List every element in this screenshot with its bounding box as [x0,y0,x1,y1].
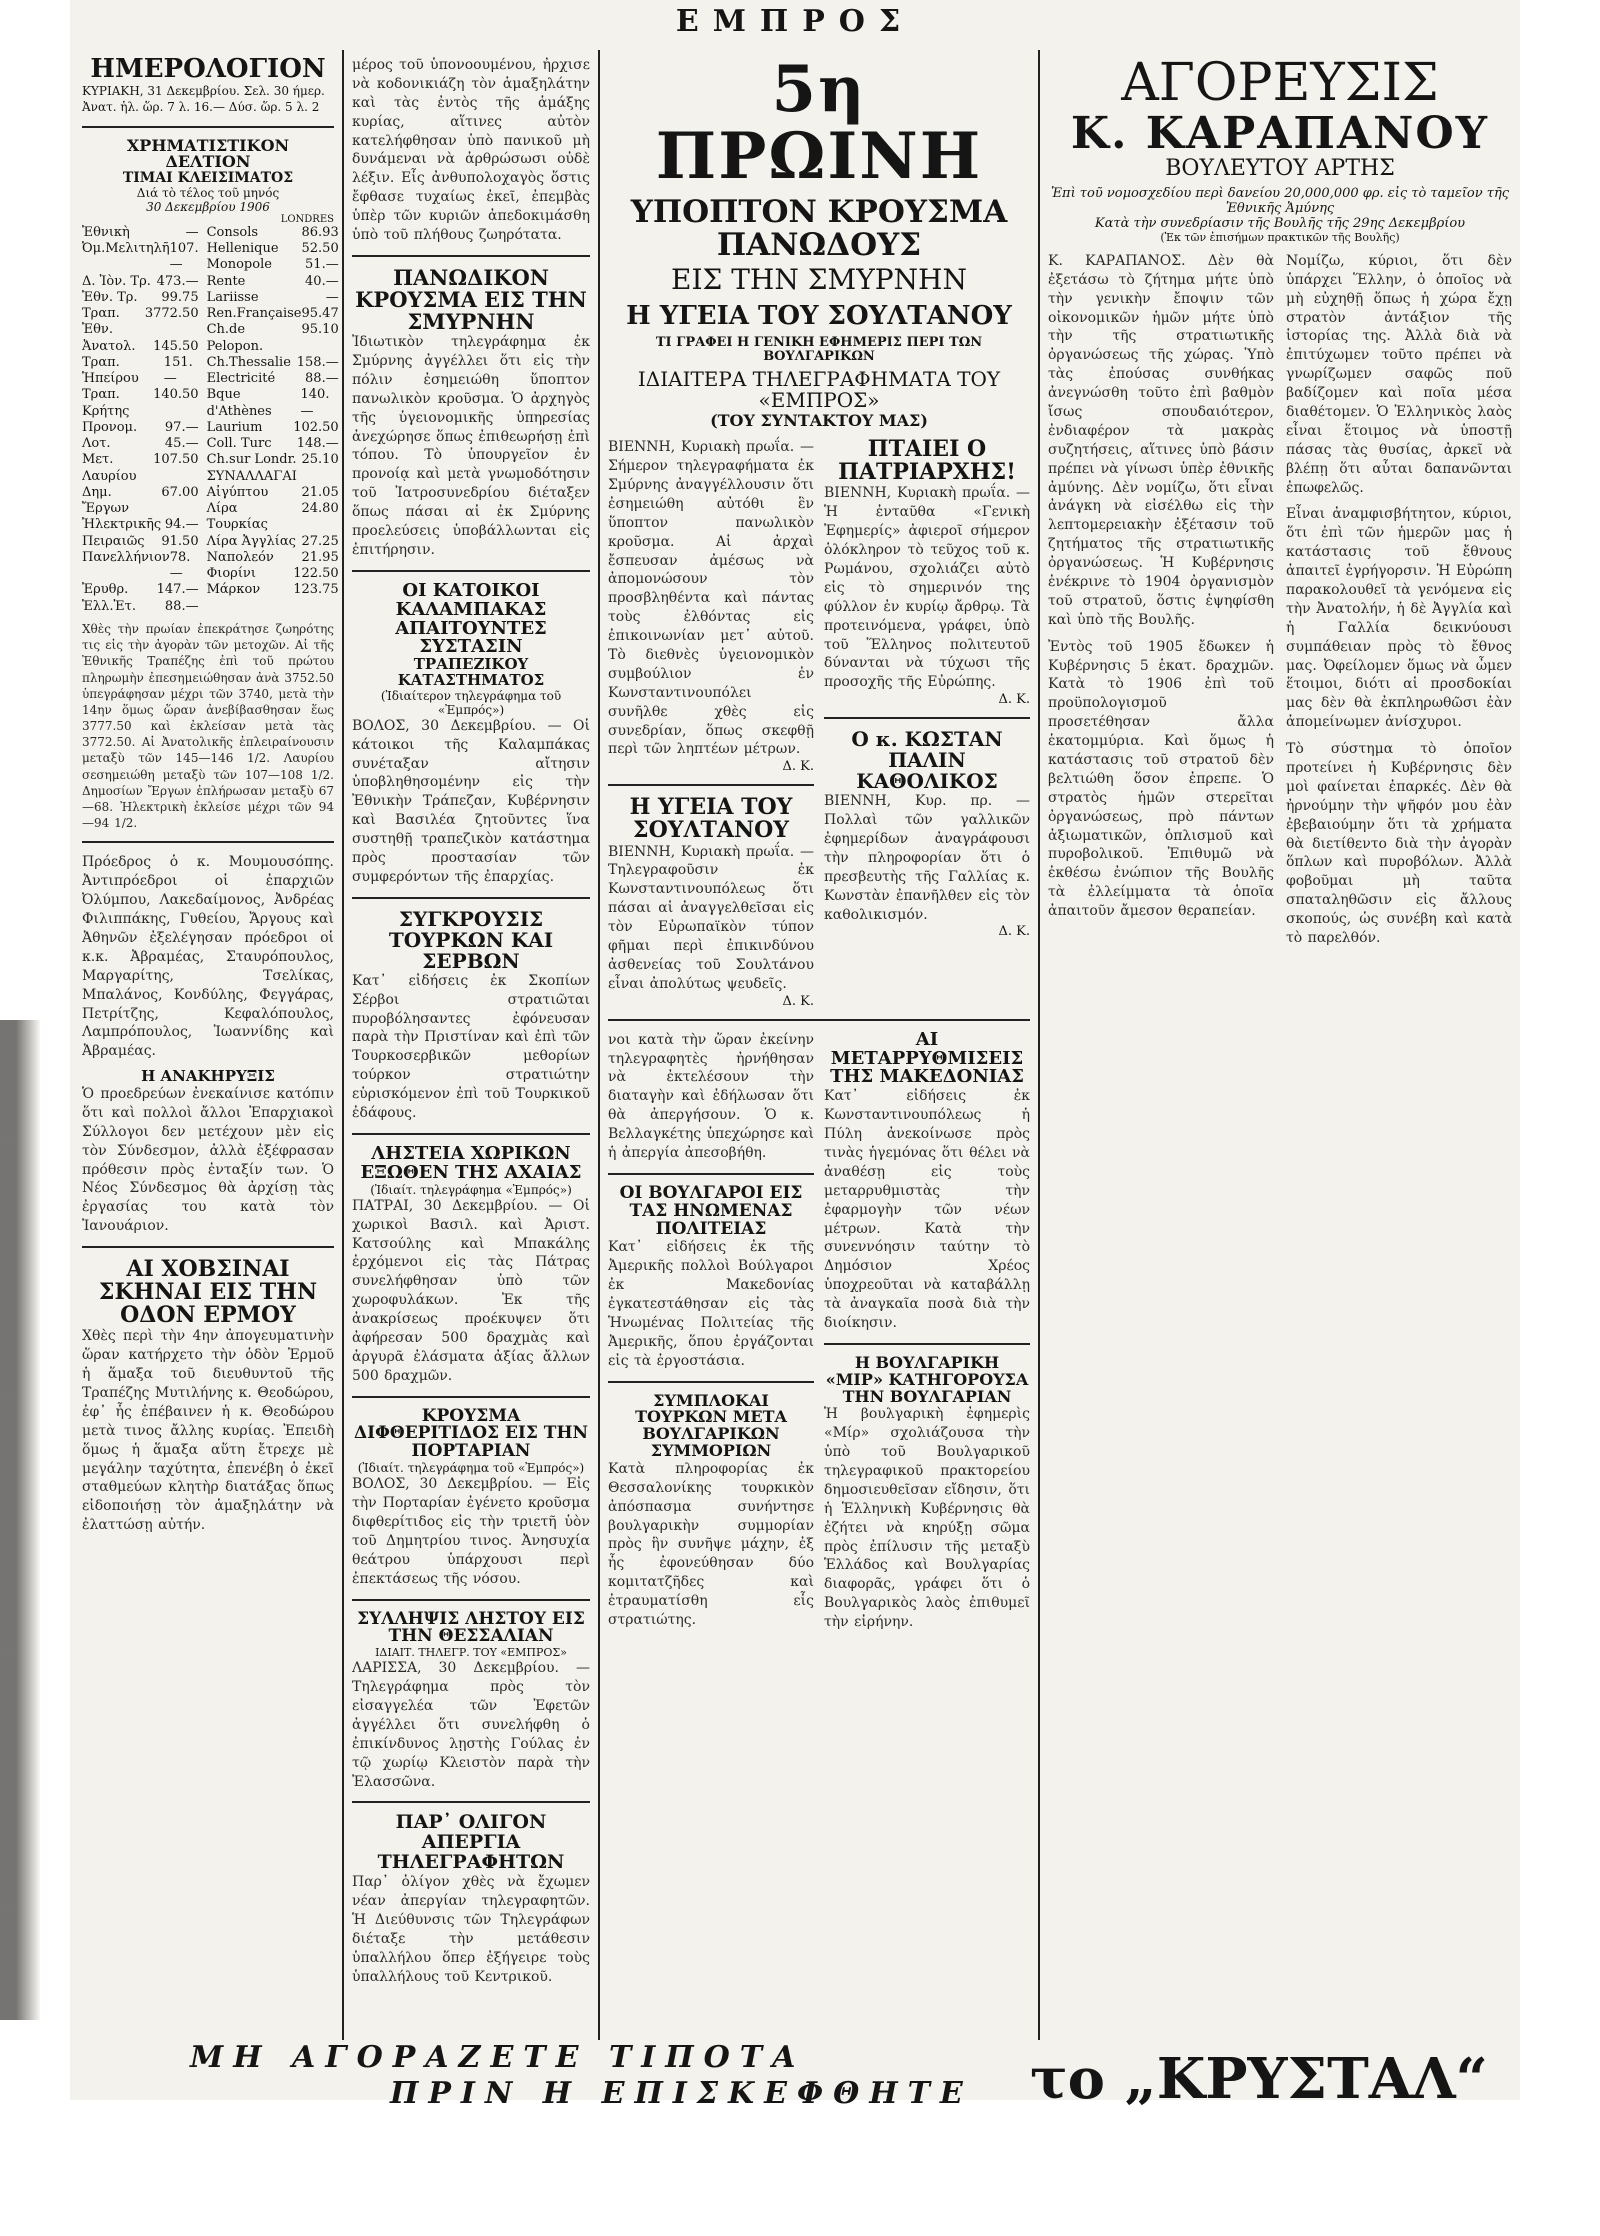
price-row [82,290,199,306]
speech-part-4: Εἶναι ἀναμφισβήτητον, κύριοι, ὅτι ἐπὶ τῶν ἡμερῶν μας ἡ κατάστασις τοῦ ἔθνους ἀπαιτεῖ ἐγρήγορσιν. Ἡ Εὐρώπη παρακολουθεῖ τὰ γενόμενα εἰς τὴν Ἀνατολήν, ἡ δὲ Ἀγγλία καὶ ἡ Γαλλία δεικνύουσι συμπάθειαν πρὸς τὸ ἔθνος μας. Ὀφείλομεν ὅμως νὰ ὦμεν ἕτοιμοι, διότι αἱ προσδοκίαι μας δὲν θὰ ἐκπληρωθῶσι ἐὰν ἀπομείνωμεν ἀνίσχυροι. [1286,506,1512,731]
price-value: — [325,289,339,305]
diphtheria-source: (Ἰδιαίτ. τηλεγράφημα τοῦ «Ἐμπρός») [357,1461,585,1476]
smyrna-headline: ΕΙΣ ΤΗΝ ΣΜΥΡΝΗΝ [671,263,967,297]
price-row [207,582,339,598]
price-row [82,306,199,339]
special-telegrams-headline: ΙΔΙΑΙΤΕΡΑ ΤΗΛΕΓΡΑΦΗΜΑΤΑ ΤΟΥ «ΕΜΠΡΟΣ» [637,367,1001,413]
price-label: Πανελλήνιον [82,549,170,565]
speech-part-1: Κ. ΚΑΡΑΠΑΝΟΣ. Δὲν θὰ ἐξετάσω τὸ ζήτημα μήτε ὑπὸ τὴν γενικὴν ἔποψιν τῶν οἰκονομικῶν ἡμῶν μήτε ὑπὸ τὴν τῆς στρατιωτικῆς ὀργανώσεως τῆς χώρας. Ὑπὸ τὰς ἐπούσας συνθήκας ἀνεγνώσθη τοῦτο ἐπὶ βαθμὸν ἴσως σπουδαιότερον, ἐνδιαφέρον τὰ μακρὰς συζητήσεις, αἵτινες ὑπὸ βάσιν πρέπει νὰ γίνωσι ὑπὲρ ἐθνικῆς ἀμύνης. Δὲν νομίζω, ὅτι εἶναι ἀνάγκη νὰ εἰσέλθω εἰς τὴν λεπτομερειακὴν ἐξέτασιν τοῦ ζητήματος τῆς στρατιωτικῆς ὀργανώσεως. Ἡ Κυβέρνησις ἐνέκρινε τὸ 1904 ὀργανισμὸν τοῦ στρατοῦ, ὅστις ἐψηφίσθη καὶ ὑπὸ τῆς Βουλῆς. [1048,252,1274,628]
calendar-title: ΗΜΕΡΟΛΟΓΙΟΝ [90,54,326,84]
price-row [207,550,339,566]
price-row [82,452,199,485]
ad-line-1: ΜΗ ΑΓΟΡΑΖΕΤΕ ΤΙΠΟΤΑ [190,2040,806,2075]
price-row [207,257,339,273]
ad-line-2: ΠΡΙΝ Η ΕΠΙΣΚΕΦΘΗΤΕ [390,2076,973,2111]
price-row [82,387,199,420]
patriarch-body: ΒΙΕΝΝΗ, Κυριακὴ πρωΐα. — Ἡ ἐνταῦθα «Γενικὴ Ἐφημερίς» ἀφιεροῖ σήμερον ὁλόκληρον τὸ τεῦχος τοῦ κ. Ρωμάνου, σχολιάζει αὐτὸ εἰς τὸ σημερινόν της φύλλον ἐν κυρίῳ ἄρθρῳ. Τὰ προτεινόμενα, γράφει, ὑπὸ τοῦ Ἕλληνος πολιτευτοῦ δύνανται νὰ τύχωσι τῆς προσοχῆς τῆς Εὐρώπης. [824,485,1030,691]
newspaper-page [70,0,1520,2100]
ad-brand: το „ΚΡΥΣΤΑΛ“ [1030,2046,1488,2112]
signature: Δ. Κ. [782,759,814,775]
price-value: 21.95 [301,549,339,565]
price-label: Laurium [206,419,263,435]
price-row [82,599,199,615]
proclamation-body: Ὁ προεδρεύων ἐνεκαίνισε κατόπιν ὅτι καὶ πολλοὶ ἄλλοι Ἐπαρχιακοὶ Σύλλογοι δεν μετέχουν μὲν εἰς τὸν Σύνδεσμον, ἀλλὰ ἐξέφρασαν πρόθεσιν πρὸς ἐνταξίν των. Ὁ Νέος Σύνδεσμος θὰ ἀρχίσῃ τὰς ἐργασίας του κατὰ τὸν Ἰανουάριον. [82,1085,334,1235]
column-1 [82,54,339,2046]
column-3-right [824,438,1030,1008]
price-label: Coll. Turc [206,436,272,452]
price-label: Λίρα Ἀγγλίας [206,533,296,549]
price-row [207,290,339,306]
scenes-heading: ΑΙ ΧΟΒΣΙΝΑΙ ΣΚΗΝΑΙ ΕΙΣ ΤΗΝ ΟΔΟΝ ΕΡΜΟΥ [98,1256,318,1329]
price-value: 27.25 [301,533,339,549]
sultan-health-headline: Η ΥΓΕΙΑ ΤΟΥ ΣΟΥΛΤΑΝΟΥ [626,300,1012,331]
price-label: ΣΥΝΑΛΛΑΓΑΙ [206,468,297,484]
price-value: — [185,224,199,240]
price-value: 95.47 [301,306,339,322]
price-value: 24.80 [301,501,339,517]
price-label: Μάρκον [206,582,261,598]
robbery-body: ΠΑΤΡΑΙ, 30 Δεκεμβρίου. — Οἱ χωρικοὶ Βασιλ. καὶ Ἀριστ. Κατσούλης καὶ Μπακάλης ἐρχόμενοι εἰς τὰς Πάτρας συνελήφθησαν ὑπὸ τῶν χωροφυλάκων. Ἐκ τῆς ἀνακρίσεως προέκυψεν ὅτι ἀφήρεσαν 500 δραχμὰς καὶ ἀργυρᾶ ἐλάσματα ἀξίας ἄλλων 500 δραχμῶν. [352,1197,590,1384]
price-value: 78.— [169,549,191,582]
price-row [207,387,339,420]
finance-note: Διά τὸ τέλος τοῦ μηνός [136,185,280,200]
constans-heading: Ο κ. ΚΩΣΤΑΝ ΠΑΛΙΝ ΚΑΘΟΛΙΚΟΣ [851,727,1003,794]
price-value: 94.— [164,517,199,533]
price-label: Δημ. Ἔργων [82,484,130,517]
price-label: Bque d'Athènes [206,387,272,419]
kalambaka-heading: ΟΙ ΚΑΤΟΙΚΟΙ ΚΑΛΑΜΠΑΚΑΣ ΑΠΑΙΤΟΥΝΤΕΣ ΣΥΣΤΑΣΙΝ [395,579,547,658]
speech-part-5: Τὸ σύστημα τὸ ὁποῖον προτείνει ἡ Κυβέρνησις δὲν μοὶ φαίνεται ἐπαρκές. Δὲν θὰ ἠρνούμην τὴν ψῆφόν μου ἐὰν ἐβεβαιούμην ὅτι τὰ χρήματα θὰ διετίθεντο διὰ τὴν ἀγορὰν ὅπλων καὶ πυροβόλων. Ἀλλὰ φοβοῦμαι μὴ ταῦτα σπαταληθῶσιν εἰς ἄλλους σκοπούς, ὡς συνέβη καὶ κατὰ τὸ παρελθόν. [1286,741,1512,947]
advertisement [70,2040,1520,2110]
price-value: 151.— [163,354,193,387]
price-value: 123.75 [293,582,339,598]
price-label: Αἰγύπτου [206,484,269,500]
names-list: Πρόεδρος ὁ κ. Μουμουσόπης. Ἀντιπρόεδροι οἱ ἐπαρχιῶν Ὀλύμπου, Λακεδαίμονος, Ἀνδρέας Φιλιππάκης, Γυθείου, Ἄργους καὶ Ἀθηνῶν ἐξελέγησαν πρόεδροι οἱ κ.κ. Ἀβραμέας, Σταυρόπουλος, Μαργαρίτης, Τσελίκας, Μπαλάνος, Κονδύλης, Φεγγάρας, Πετρίτζης, Κεφαλόπουλος, Λαμπρόπουλος, Ἰωαννίδης καὶ Ἀβραμέας. [82,854,334,1060]
strike-body: Παρ᾽ ὀλίγον χθὲς νὰ ἔχωμεν νέαν ἀπεργίαν τηλεγραφητῶν. Ἡ Διεύθυνσις τῶν Τηλεγράφων διέταξε τὴν μετάθεσιν ὑπαλλήλου ὅπερ ἐξήγειρε τοὺς ὑπαλλήλους τοῦ Κεντρικοῦ. [352,1874,590,1985]
arrest-heading: ΣΥΛΛΗΨΙΣ ΛΗΣΤΟΥ ΕΙΣ ΤΗΝ ΘΕΣΣΑΛΙΑΝ [357,1608,585,1647]
column-3-lower-left [608,1031,814,1632]
price-label: Monopole [206,257,272,273]
price-label: Ren.Française [206,306,302,322]
kalambaka-body: ΒΟΛΟΣ, 30 Δεκεμβρίου. — Οἱ κάτοικοι τῆς Καλαμπάκας συνέταξαν αἴτησιν ὑποβληθησομένην εἰς τὴν Ἐθνικὴν Τράπεζαν, Κυβέρνησιν καὶ Βασιλέα ζητοῦντες ἵνα συστηθῇ τραπεζικὸν κατάστημα πρὸς προστασίαν τῶν συμφερόντων τῆς ἐπαρχίας. [352,717,590,885]
price-label: Lariisse [206,289,259,305]
session-note: Κατὰ τὴν συνεδρίασιν τῆς Βουλῆς τῆς 29ης Δεκεμβρίου [1094,215,1466,231]
vienna-smyrna-body: ΒΙΕΝΝΗ, Κυριακὴ πρωΐα. — Σήμερον τηλεγραφήματα ἐκ Σμύρνης ἀναγγέλλουσιν ὅτι ἐσημειώθη αὐτόθι ἓν ὕποπτον πανωλικὸν κροῦσμα. Αἱ ἀρχαὶ ἔσπευσαν ἀμέσως νὰ ἀπομονώσουν τὸν προσβληθέντα καὶ πάντας τοὺς ἐλθόντας εἰς ἐπικοινωνίαν μετ᾽ αὐτοῦ. Τὸ διεθνὲς ὑγειονομικὸν συμβούλιον ἐν Κωνσταντινουπόλει συνῆλθε χθὲς εἰς συνεδρίαν, ὅπως σκεφθῇ περὶ τῶν ληπτέων μέτρων. [608,439,814,758]
bulgarians-heading: ΟΙ ΒΟΥΛΓΑΡΟΙ ΕΙΣ ΤΑΣ ΗΝΩΜΕΝΑΣ ΠΟΛΙΤΕΙΑΣ [619,1182,803,1239]
robbery-source: (Ἰδιαίτ. τηλεγράφημα «Ἐμπρός») [370,1182,572,1197]
clashes-body: Κατὰ πληροφορίας ἐκ Θεσσαλονίκης τουρκικὸν ἀπόσπασμα συνήντησε βουλγαρικὴν συμμορίαν πρὸς ἣν συνῆψε μάχην, ἐξ ἧς ἐφονεύθησαν δύο κομιτατζῆδες καὶ ἐτραυματίσθη εἷς στρατιώτης. [608,1460,814,1628]
calendar-sun: Ἀνατ. ἡλ. ὥρ. 7 λ. 16.— Δύσ. ὥρ. 5 λ. 2 [82,100,320,115]
suspect-case-headline: ΥΠΟΠΤΟΝ ΚΡΟΥΣΜΑ ΠΑΝΩΔΟΥΣ [630,194,1008,263]
price-label: Δ. Ἰὸν. Τρ. [82,273,151,289]
price-label: Τραπ. Ἠπείρου [82,354,139,387]
price-value: 40.— [305,273,339,289]
bill-subject: Ἐπὶ τοῦ νομοσχεδίου περὶ δανείου 20,000,000 φρ. εἰς τὸ ταμεῖον τῆς Ἐθνικῆς Ἀμύνης [1050,185,1510,216]
price-value: 21.05 [301,484,339,500]
price-row [207,306,339,322]
price-row [207,355,339,371]
price-row [207,274,339,290]
price-label: Ἀνατολ. [82,338,136,354]
column-4 [1048,53,1512,2046]
price-value: 145.50 [153,338,199,354]
price-row [82,241,199,274]
price-value: 91.50 [161,533,199,549]
price-label: Ch.de Pelopon. [206,322,264,354]
plague-heading: ΠΑΝΩΔΙΚΟΝ ΚΡΟΥΣΜΑ ΕΙΣ ΤΗΝ ΣΜΥΡΝΗΝ [355,264,587,334]
price-row [82,534,199,550]
price-label: Hellenique [206,241,279,257]
scenes-body: Χθὲς περὶ τὴν 4ην ἀπογευματινὴν ὥραν κατήρχετο τὴν ὁδὸν Ἑρμοῦ ἡ ἅμαξα τοῦ διευθυντοῦ τῆς Τραπέζης Μυτιλήνης κ. Θεοδώρου, ἐφ᾽ ἧς ἐπέβαινεν ἡ κ. Θεοδώρου μετὰ τινος ἄλλης κυρίας. Ἐπειδὴ ὅμως ἡ ἅμαξα αὕτη ἔτρεχε μὲ μεγάλην ταχύτητα, ἐπενέβη ὁ ἐκεῖ σταθμεύων κλητὴρ διατάξας ὅπως εἰδοποιήσῃ τὸν ἁμαξηλάτην νὰ ἐλαττώσῃ αὐτήν. [82,1328,334,1534]
price-value: 45.— [164,436,199,452]
price-value: 158.— [296,354,339,370]
price-value: 86.93 [301,224,339,240]
signature: Δ. Κ. [998,924,1030,940]
clash-body: Κατ᾽ εἰδήσεις ἐκ Σκοπίων Σέρβοι στρατιῶται πυροβόλησαντες ἐφόνευσαν παρὰ τὴν Πριστίναν καὶ ἐπὶ τῶν Τουρκοσερβικῶν μεθορίων τούρκον στρατιώτην εὑρισκόμενον ἐπὶ τοῦ Τουρκικοῦ ἐδάφους. [352,972,590,1122]
price-value: 88.— [305,371,339,387]
plague-body: Ἰδιωτικὸν τηλεγράφημα ἐκ Σμύρνης ἀγγέλλει ὅτι εἰς τὴν πόλιν ἐσημειώθη ὕποπτον πανωλικὸν κροῦσμα. Ὁ ἀρχηγὸς τῆς ὑγειονομικῆς ὑπηρεσίας ἀνεχώρησε ὅπως ἐπιθεωρήσῃ ἐπὶ τόπου. Τὸ ὑπουργεῖον ἐν προνοίᾳ καὶ μετὰ γνωμοδότησιν τοῦ Ἰατροσυνεδρίου διέταξεν ὅπως πάσαι αἱ ἐκ Σμύρνης προελεύσεις ὑποβάλλωνται εἰς ἐπιτήρησιν. [352,334,590,558]
diphtheria-body: ΒΟΛΟΣ, 30 Δεκεμβρίου. — Εἰς τὴν Πορταρίαν ἐγένετο κροῦσμα διφθερίτιδος εἰς τὴν τριετῆ ὑὸν τοῦ Δημητρίου τινος. Ἀνησυχία θεάτρου ὑπάρχουσι περὶ ἐπεκτάσεως τῆς νόσου. [352,1476,590,1587]
column-rule [598,50,600,2040]
price-row [207,501,339,534]
price-value: 25.10 [301,452,339,468]
price-label: Rente [206,273,246,289]
price-row [82,274,199,290]
strike-heading: ΠΑΡ᾽ ΟΛΙΓΟΝ ΑΠΕΡΓΙΑ ΤΗΛΕΓΡΑΦΗΤΩΝ [377,1811,565,1874]
price-row [82,436,199,452]
column-rule [1038,50,1040,2040]
price-label: Τραπ. Ἐθν. [82,306,120,338]
correspondent-headline: (ΤΟΥ ΣΥΝΤΑΚΤΟΥ ΜΑΣ) [710,411,928,431]
price-label: Ἐθνικὴ [82,224,130,240]
price-label: Ναπολεόν [206,549,274,565]
price-label: Ἐθν. Τρ. [82,289,138,305]
price-row [207,566,339,582]
price-row [207,436,339,452]
price-value: 107.50 [153,452,199,468]
masthead: ΕΜΠΡΟΣ [675,4,915,39]
speaker-title: ΒΟΥΛΕΥΤΟΥ ΑΡΤΗΣ [1165,155,1395,181]
price-label: Ch.Thessalie [206,354,291,370]
price-row [207,534,339,550]
speaker-headline: Κ. ΚΑΡΑΠΑΝΟΥ [1070,107,1490,159]
price-value: 102.50 [293,419,339,435]
price-value: 140.— [300,387,330,419]
finance-date: 30 Δεκεμβρίου 1906 [146,199,270,214]
price-value: 148.— [296,436,339,452]
price-table [82,224,339,615]
price-label: Ὀμ.Μελιτηλῆ [82,241,170,257]
price-label: Ἐρυθρ. [82,582,129,598]
column-2 [352,56,590,2046]
price-label: Μετ. Λαυρίου [82,452,137,484]
column-4-right [1286,252,1512,948]
reforms-heading: ΑΙ ΜΕΤΑΡΡΥΘΜΙΣΕΙΣ ΤΗΣ ΜΑΚΕΔΟΝΙΑΣ [830,1028,1024,1088]
price-row [207,452,339,468]
signature: Δ. Κ. [998,692,1030,708]
finance-body: Χθὲς τὴν πρωίαν ἐπεκράτησε ζωηρότης τις εἰς τὴν ἀγορὰν τῶν μετοχῶν. Αἱ τῆς Ἐθνικῆς Τραπέζης ἐπὶ τοῦ πρώτου πληρωμὴν ἐπεσημειώθησαν ἀνὰ 3752.50 ὑπεγράφησαν μέχρι τῶν 3740, μετὰ τὴν 14ην ὅμως ὥραν ἀνεβίβασθησαν ἕως 3777.50 καὶ ἐκλείσαν μετὰ τὰς 3772.50. Αἱ Ἀνατολικῆς ἐπλειραίνουσιν μεταξὺ τῶν 145—146 1/2. Λαυρίου σεσημειώθη μεταξὺ τῶν 107—108 1/2. Δημοσίων Ἔργων ἐπλήρωσαν μεταξὺ 67—68. Ἠλεκτρικὴ ἐκλείσε μέχρι τῶν 94—94 1/2. [82,621,334,831]
sultan-body: ΒΙΕΝΝΗ, Κυριακὴ πρωΐα. — Τηλεγραφοῦσιν ἐκ Κωνσταντινουπόλεως ὅτι πάσαι αἱ ἀναγγελθεῖσαι εἰς τὸν Εὐρωπαϊκὸν τύπον φῆμαι περὶ ἐπικινδύνου ἀσθενείας τοῦ Σουλτάνου εἶναι ἀπολύτως ψευδεῖς. [608,843,814,992]
clashes-heading: ΣΥΜΠΛΟΚΑΙ ΤΟΥΡΚΩΝ ΜΕΤΑ ΒΟΥΛΓΑΡΙΚΩΝ ΣΥΜΜΟΡΙΩΝ [635,1390,787,1461]
arrest-body: ΛΑΡΙΣΣΑ, 30 Δεκεμβρίου. — Τηλεγράφημα πρὸς τὸν εἰσαγγελέα τῶν Ἐφετῶν ἀγγέλλει ὅτι συνελήφθη ὁ ἐπικίνδυνος λῃστὴς Γούλας ἐν τῷ χωρίῳ Κλειστὸν παρὰ τὴν Ἐλασσῶνα. [352,1660,590,1790]
speech-headline: ΑΓΟΡΕΥΣΙΣ [1121,53,1439,113]
price-value: 88.— [164,598,199,614]
price-row [82,355,199,388]
torn-edge [0,1020,40,2020]
speech-part-3: Νομίζω, κύριοι, ὅτι δὲν ὑπάρχει Ἕλλην, ὁ ὁποῖος νὰ μὴ εὐχηθῇ ὅπως ἡ χώρα ἔχῃ στρατὸν ἀντάξιον τῆς ἱστορίας της. Ἀλλὰ διὰ νὰ ἐπιτύχωμεν τοῦτο πρέπει νὰ γνωρίζωμεν σαφῶς ποῦ βαδίζομεν καὶ ποῖα μέσα διαθέτομεν. Ὁ Ἑλληνικὸς λαὸς εἶναι ἕτοιμος νὰ ὑποστῇ πάσας τὰς θυσίας, ἀρκεῖ νὰ βλέπῃ ὅτι αὗται δαπανῶνται ἐπωφελῶς. [1286,252,1512,496]
price-value: 67.00 [161,484,199,500]
price-label: Τραπ. Κρήτης [82,387,130,419]
arrest-source: ΙΔΙΑΙΤ. ΤΗΛΕΓΡ. ΤΟΥ «ΕΜΠΡΟΣ» [375,1646,567,1660]
calendar-date: ΚΥΡΙΑΚΗ, 31 Δεκεμβρίου. Σελ. 30 ήμερ. [82,84,325,99]
column-3-lower-right [824,1028,1030,1632]
diphtheria-heading: ΚΡΟΥΣΜΑ ΔΙΦΘΕΡΙΤΙΔΟΣ ΕΙΣ ΤΗΝ ΠΟΡΤΑΡΙΑΝ [353,1405,589,1462]
robbery-heading: ΛΗΣΤΕΙΑ ΧΩΡΙΚΩΝ ΕΞΩΘΕΝ ΤΗΣ ΑΧΑΙΑΣ [360,1142,582,1183]
price-value: 99.75 [161,289,199,305]
price-label: Φιορίνι [206,566,256,582]
mir-body: Ἡ βουλγαρικὴ ἐφημερὶς «Μίρ» σχολιάζουσα τὴν ὑπὸ τοῦ Βουλγαρικοῦ τηλεγραφικοῦ πρακτορείου δημοσιευθεῖσαν εἴδησιν, ὅτι ἡ Ἑλληνικὴ Κυβέρνησις θὰ ἐζήτει νὰ κηρύξῃ σῶμα πρὸς ἐπίλυσιν τῆς μεταξὺ Ἑλλάδος καὶ Βουλγαρίας διαφορᾶς, γράφει ὅτι ὁ Βουλγαρικὸς λαὸς ἐπιθυμεῖ τὴν εἰρήνην. [824,1406,1030,1631]
minutes-note: (Ἐκ τῶν ἐπισήμων πρακτικῶν τῆς Βουλῆς) [1160,230,1400,244]
price-row [207,469,339,485]
sultan-heading: Η ΥΓΕΙΑ ΤΟΥ ΣΟΥΛΤΑΝΟΥ [629,794,793,844]
price-label: Πειραιῶς [82,533,145,549]
kalambaka-subheading: ΤΡΑΠΕΖΙΚΟΥ ΚΑΤΑΣΤΗΜΑΤΟΣ [397,655,545,690]
london-label: LONDRES [280,213,334,225]
price-label: Electricité [206,371,276,387]
price-row [207,241,339,257]
price-value: 140.50 [153,387,199,403]
price-row [207,322,339,355]
proclamation-heading: Η ΑΝΑΚΗΡΥΞΙΣ [141,1067,275,1086]
constans-body: ΒΙΕΝΝΗ, Κυρ. πρ. — Πολλαὶ τῶν γαλλικῶν ἐφημερίδων ἀναγράφουσι τὴν πληροφορίαν ὅτι ὁ πρεσβευτὴς τῆς Γαλλίας κ. Κωνστὰν ἐπανῆλθεν εἰς τὸν καθολικισμόν. [824,793,1030,923]
kalambaka-source: (Ἰδιαίτερον τηλεγράφημα τοῦ «Ἐμπρός») [380,688,562,717]
price-value: 51.— [305,257,339,273]
price-value: 122.50 [293,566,339,582]
prices-right [207,225,339,615]
price-value: 473.— [156,273,199,289]
prices-left [82,225,199,615]
speech-part-2: Ἐντὸς τοῦ 1905 ἔδωκεν ἡ Κυβέρνησις 5 ἑκατ. δραχμῶν. Κατὰ τὸ 1906 ἐπὶ τοῦ προϋπολογισμοῦ προσετέθησαν ἄλλα ἑκατομμύρια. Καὶ ὅμως ἡ κατάστασις τοῦ στρατοῦ δὲν βελτιώθη ὅσον ἐπρεπε. Ὁ στρατὸς ἡμῶν στερεῖται ὀργανώσεως, πρὸ πάντων ἀξιωματικῶν, ὁπλισμοῦ καὶ πυροβολικοῦ. Ἐπιθυμῶ νὰ ἐκθέσω ἐνώπιον τῆς Βουλῆς τὰ ἐλλείμματα τὰ ὁποῖα ἀπαιτοῦν ἄμεσον θεραπείαν. [1048,638,1274,920]
price-value: 107.— [169,241,199,273]
main-headline: 5η ΠΡΩΙΝΗ [655,52,983,195]
price-value: 95.10 [301,322,339,338]
price-value: 97.— [164,419,199,435]
price-row [82,550,199,583]
column-4-left [1048,252,1274,948]
price-label: Ἑλλ.Ἐτ. [82,598,136,614]
price-row [82,420,199,436]
price-label: Λοτ. [82,436,111,452]
price-row [82,517,199,533]
price-row [207,485,339,501]
general-gazette-headline: ΤΙ ΓΡΑΦΕΙ Η ΓΕΝΙΚΗ ΕΦΗΜΕΡΙΣ ΠΕΡΙ ΤΩΝ ΒΟΥΛΓΑΡΙΚΩΝ [655,335,983,364]
signature: Δ. Κ. [782,993,814,1009]
patriarch-heading: ΠΤΑΙΕΙ Ο ΠΑΤΡΙΑΡΧΗΣ! [838,436,1016,486]
price-value: 3772.50 [144,306,199,322]
price-label: Ἠλεκτρικῆς [82,517,162,533]
price-label: Consols [206,224,259,240]
price-row [207,225,339,241]
price-value: 147.— [156,582,199,598]
price-row [82,339,199,355]
price-label: Προνομ. [82,419,138,435]
telegraphists-continued: νοι κατὰ τὴν ὥραν ἐκείνην τηλεγραφητὲς ἠρνήθησαν νὰ ἐκτελέσουν τὴν διαταγὴν καὶ ἐδήλωσαν ὅτι θὰ ἀπεργήσουν. Ὁ κ. Βελλαγκέτης ὑπεχώρησε καὶ ἡ ἀπεργία ἀπεσοβήθη. [608,1031,814,1162]
price-label: Λίρα Τουρκίας [206,501,268,533]
column-3 [608,52,1030,2046]
finance-title: ΧΡΗΜΑΤΙΣΤΙΚΟΝ ΔΕΛΤΙΟΝ [126,135,290,172]
finance-subtitle: ΤΙΜΑΙ ΚΛΕΙΣΙΜΑΤΟΣ [122,170,294,187]
reforms-body: Κατ᾽ εἰδήσεις ἐκ Κωνσταντινουπόλεως ἡ Πύλη ἀνεκοίνωσε πρὸς τινὰς ἡγεμόνας ὅτι θέλει νὰ ἀναθέσῃ εἰς τοὺς μεταρρυθμιστὰς τὴν ἐφαρμογὴν τῶν νέων μέτρων. Κατὰ τὴν συνεννόησιν ταύτην τὸ Δημόσιον Χρέος ὑποχρεοῦται νὰ καταβάλλῃ τὰ ἀναγκαῖα ποσὰ διὰ τὴν διοίκησιν. [824,1088,1030,1332]
price-row [207,371,339,387]
price-row [82,485,199,518]
mir-heading: Η ΒΟΥΛΓΑΡΙΚΗ «ΜΙΡ» ΚΑΤΗΓΟΡΟΥΣΑ ΤΗΝ ΒΟΥΛΓΑΡΙΑΝ [825,1352,1029,1406]
bulgarians-body: Κατ᾽ εἰδήσεις ἐκ τῆς Ἀμερικῆς πολλοὶ Βούλγαροι ἐκ Μακεδονίας ἐγκατεστάθησαν εἰς τὰς Ἡνωμένας Πολιτείας τῆς Ἀμερικῆς, ὅπου ἐργάζονται εἰς τὰ ἐργοστάσια. [608,1239,814,1369]
column-rule [342,50,344,2040]
price-row [82,225,199,241]
clash-heading: ΣΥΓΚΡΟΥΣΙΣ ΤΟΥΡΚΩΝ ΚΑΙ ΣΕΡΒΩΝ [388,906,554,973]
price-label: Ch.sur Londr. [206,452,297,468]
price-value: 52.50 [301,241,339,257]
column-3-left [608,438,814,1008]
price-row [207,420,339,436]
continued-body: μέρος τοῦ ὑπονοουμένου, ἠρχισε νὰ κοδονικιάζη τὸν ἁμαξηλάτην καὶ τὰς ἐντὸς τῆς ἁμάξης κυρίας, αἵτινες αὐτὸν κατελήφθησαν ὑπὸ πανικοῦ μὴ δυνάμεναι νὰ ἀρθρώσωσι οὐδὲ λέξιν. Εἷς ἀνθυπολοχαγὸς ὅστις ἔφθασε τυχαίως ἐκεῖ, ἐπεμβὰς ὑπὲρ τῶν κυριῶν ἀπεδοκιμάσθη ὑπὸ τοῦ πλήθους ζωηρότατα. [352,57,590,244]
price-row [82,582,199,598]
